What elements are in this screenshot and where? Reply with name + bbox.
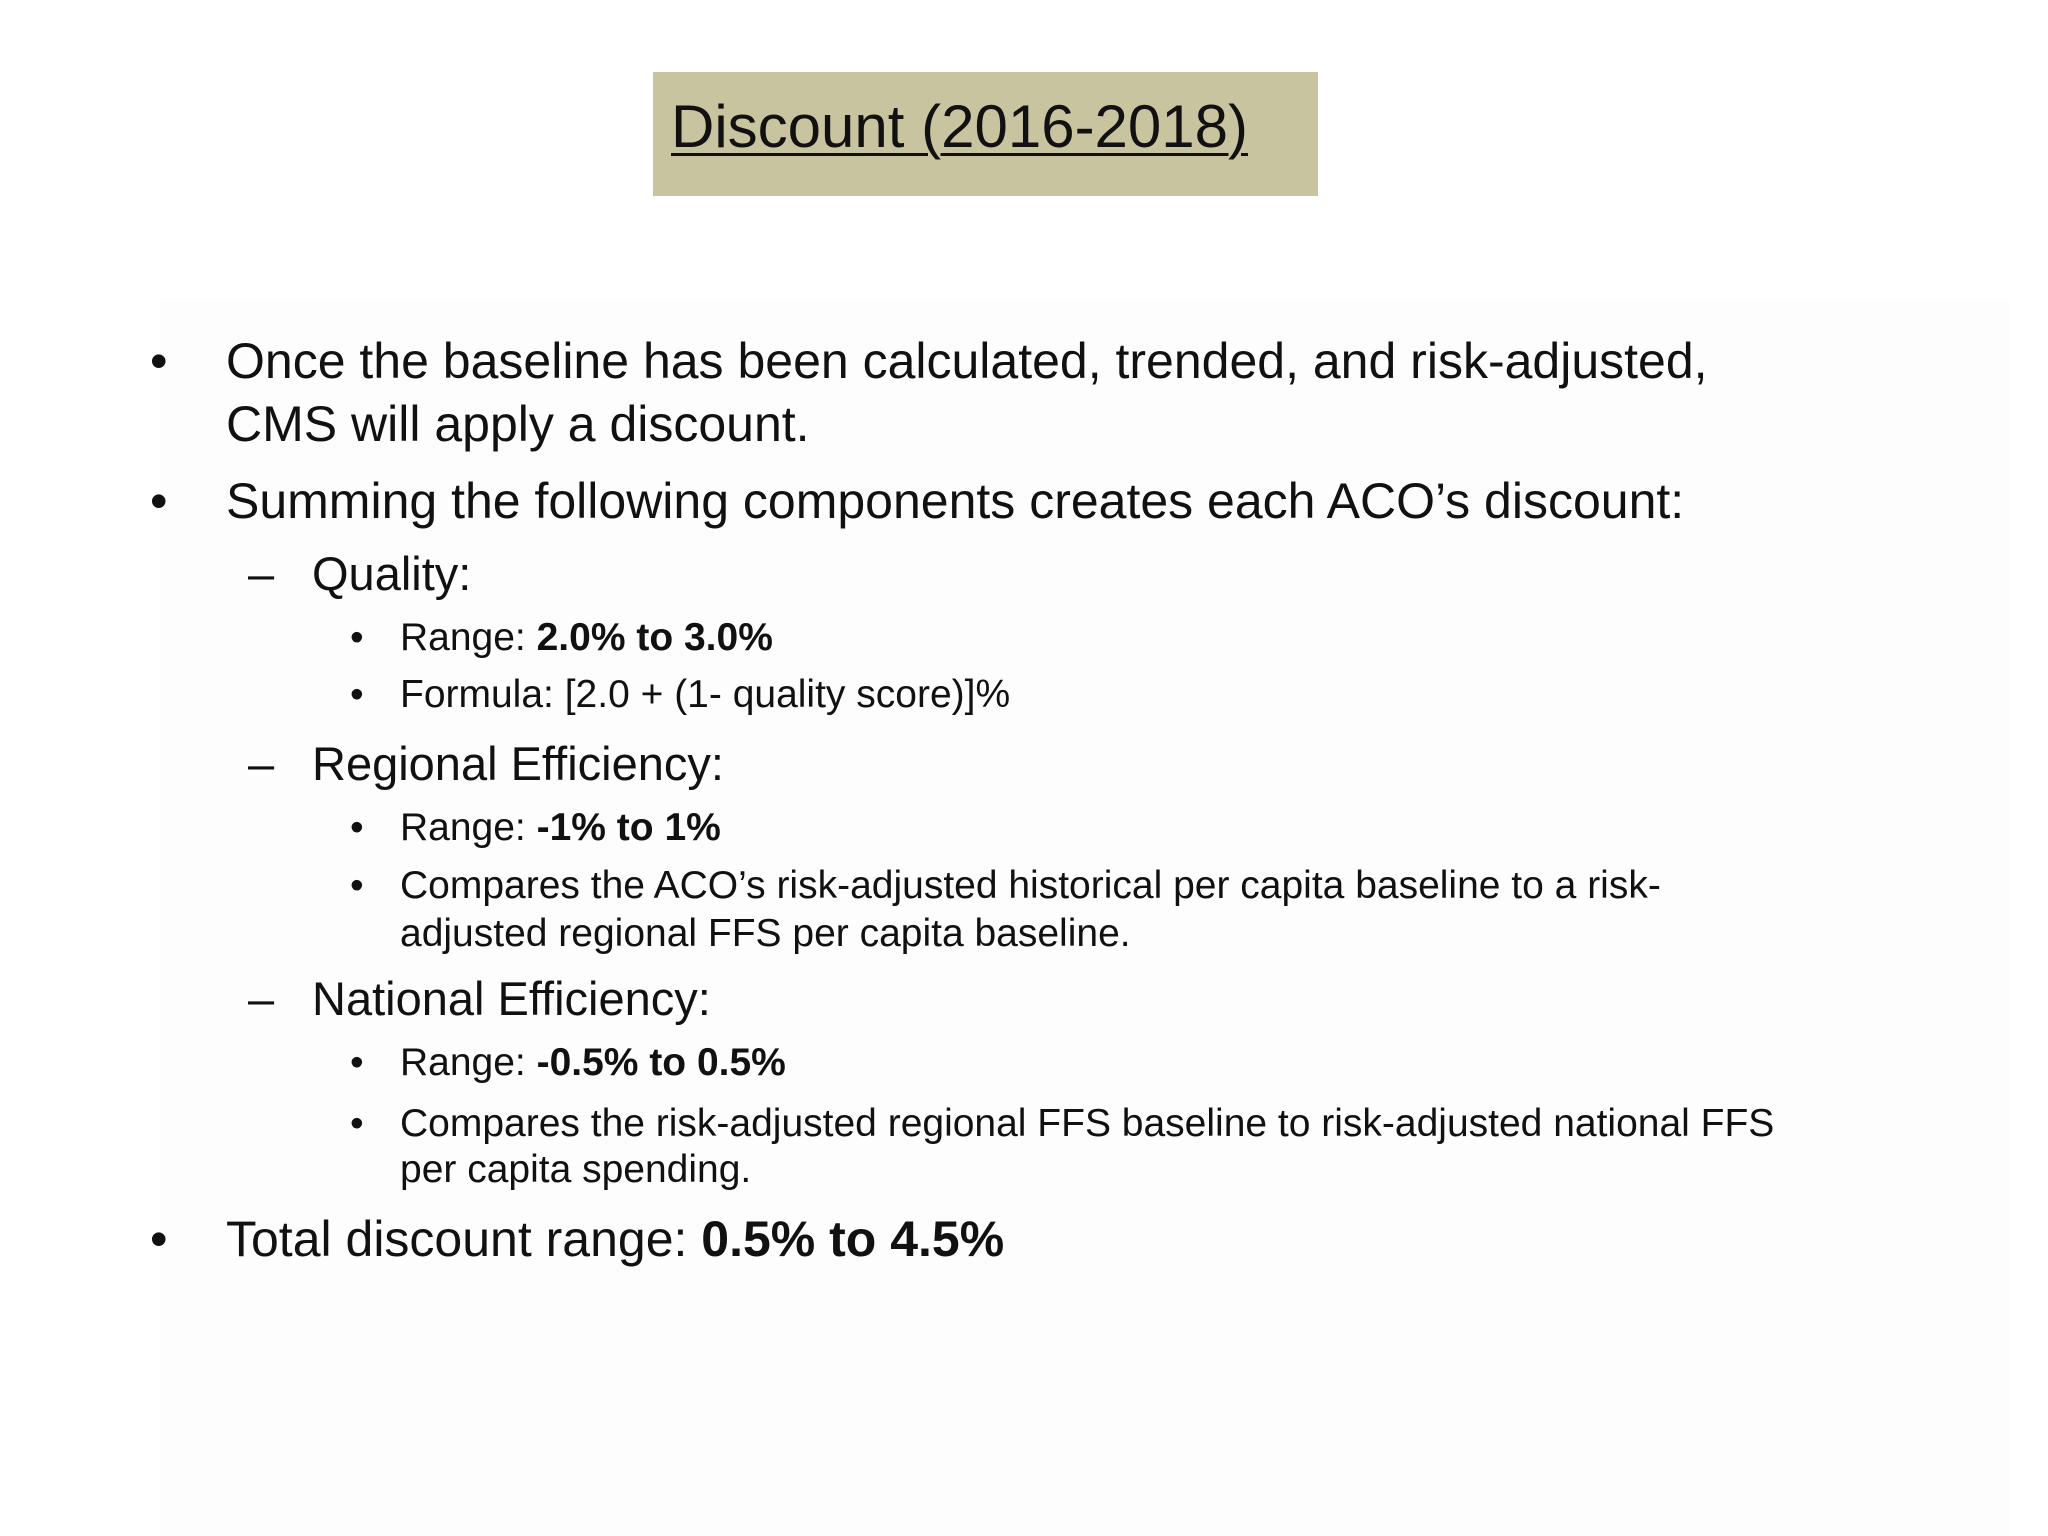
dash-marker: –	[248, 972, 275, 1025]
dash-marker: –	[248, 547, 275, 600]
quality-formula: Formula: [2.0 + (1- quality score)]%	[400, 673, 1011, 716]
range-label: Range:	[400, 616, 537, 659]
total-value: 0.5% to 4.5%	[701, 1211, 1005, 1267]
bullet-baseline-line2: CMS will apply a discount.	[226, 396, 810, 452]
bullet-marker: •	[350, 1041, 364, 1084]
national-description-line2: per capita spending.	[400, 1148, 752, 1191]
regional-description-line1: Compares the ACO’s risk-adjusted historical per capita baseline to a risk-	[400, 864, 1661, 907]
title-banner	[653, 72, 1318, 196]
range-value: -1% to 1%	[536, 806, 721, 849]
regional-description-line2: adjusted regional FFS per capita baseline.	[400, 912, 1131, 955]
range-value: 2.0% to 3.0%	[536, 616, 773, 659]
component-regional-heading: Regional Efficiency:	[312, 737, 724, 790]
bullet-marker: •	[350, 806, 364, 849]
dash-marker: –	[248, 737, 275, 790]
component-quality-heading: Quality:	[312, 547, 472, 600]
range-label: Range:	[400, 806, 537, 849]
quality-range	[400, 614, 773, 662]
slide-title: Discount (2016-2018)	[671, 93, 1249, 160]
range-label: Range:	[400, 1041, 537, 1084]
bullet-summing: Summing the following components creates each ACO’s discount:	[226, 473, 1685, 529]
bullet-baseline-line1: Once the baseline has been calculated, trended, and risk-adjusted,	[226, 333, 1708, 389]
range-value: -0.5% to 0.5%	[536, 1041, 786, 1084]
bullet-marker: •	[350, 864, 364, 907]
bullet-marker: •	[150, 1211, 168, 1267]
national-description-line1: Compares the risk-adjusted regional FFS baseline to risk-adjusted national FFS	[400, 1102, 1775, 1145]
total-discount-range	[226, 1208, 1004, 1270]
bullet-marker: •	[150, 473, 168, 529]
regional-range	[400, 804, 721, 852]
total-label: Total discount range:	[226, 1211, 702, 1267]
bullet-marker: •	[150, 333, 168, 389]
national-range	[400, 1039, 786, 1087]
bullet-marker: •	[350, 1102, 364, 1145]
component-national-heading: National Efficiency:	[312, 972, 711, 1025]
bullet-marker: •	[350, 673, 364, 716]
bullet-marker: •	[350, 616, 364, 659]
